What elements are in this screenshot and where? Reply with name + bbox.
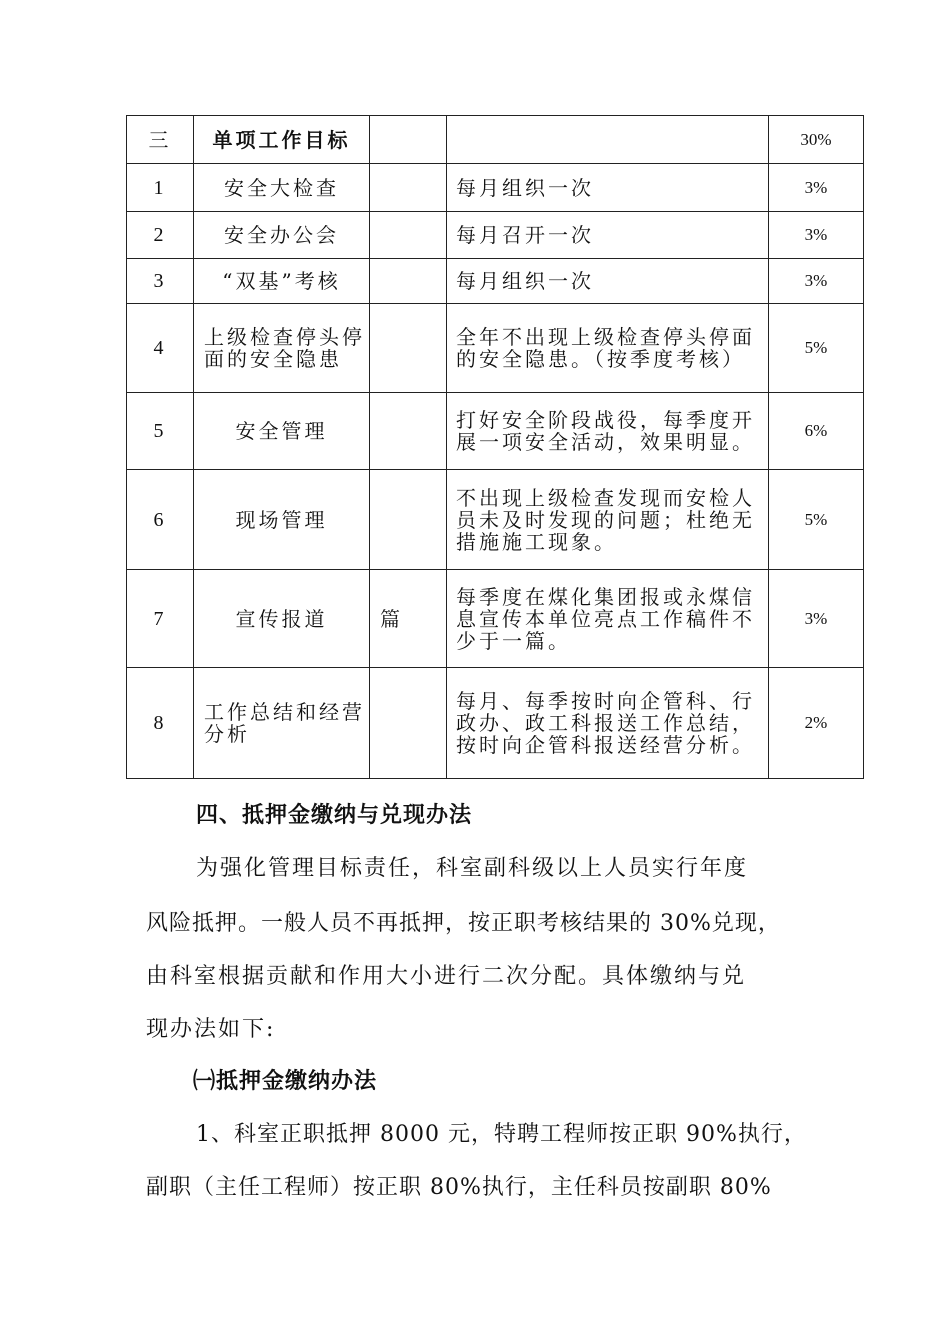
table-row [127,116,864,164]
row-standard: 全年不出现上级检查停头停面的安全隐患。（按季度考核） [447,304,769,393]
paragraph-line: 为强化管理目标责任，科室副科级以上人员实行年度 [196,856,749,881]
row-item: 现场管理 [194,470,370,570]
row-weight: 5% [769,304,864,393]
row-no: 4 [127,304,194,393]
section-heading: 四、抵押金缴纳与兑现办法 [196,802,473,828]
row-unit [370,259,447,304]
row-standard: 打好安全阶段战役，每季度开展一项安全活动，效果明显。 [447,393,769,470]
table-row [127,393,864,470]
row-weight: 2% [769,668,864,779]
row-item: 安全大检查 [194,164,370,212]
table-row [127,259,864,304]
row-item: 单项工作目标 [194,116,370,164]
row-standard: 每季度在煤化集团报或永煤信息宣传本单位亮点工作稿件不少于一篇。 [447,570,769,668]
row-no: 8 [127,668,194,779]
row-weight: 3% [769,570,864,668]
row-weight: 30% [769,116,864,164]
row-unit [370,393,447,470]
table-row [127,570,864,668]
row-no: 5 [127,393,194,470]
paragraph-line: 风险抵押。一般人员不再抵押，按正职考核结果的 30%兑现， [146,911,781,936]
row-weight: 3% [769,212,864,259]
row-standard: 每月、每季按时向企管科、行政办、政工科报送工作总结，按时向企管科报送经营分析。 [447,668,769,779]
row-weight: 5% [769,470,864,570]
sub-heading: ㈠抵押金缴纳办法 [193,1068,378,1094]
row-unit [370,304,447,393]
paragraph-line: 现办法如下: [146,1017,276,1042]
row-no: 1 [127,164,194,212]
row-no: 7 [127,570,194,668]
row-unit [370,164,447,212]
row-weight: 6% [769,393,864,470]
table-row [127,668,864,779]
row-item: 宣传报道 [194,570,370,668]
row-no: 2 [127,212,194,259]
row-unit [370,470,447,570]
row-standard: 每月组织一次 [447,164,769,212]
row-weight: 3% [769,164,864,212]
row-standard: 每月召开一次 [447,212,769,259]
row-unit [370,212,447,259]
table-row [127,470,864,570]
row-unit [370,668,447,779]
row-item: 安全办公会 [194,212,370,259]
row-item: 安全管理 [194,393,370,470]
row-no: 3 [127,259,194,304]
table-row [127,164,864,212]
row-item: “双基”考核 [194,259,370,304]
row-item: 上级检查停头停面的安全隐患 [194,304,370,393]
row-no: 6 [127,470,194,570]
work-goals-table [126,115,864,779]
paragraph-line: 由科室根据贡献和作用大小进行二次分配。具体缴纳与兑 [146,964,747,989]
paragraph-line: 1、科室正职抵押 8000 元，特聘工程师按正职 90%执行， [196,1122,807,1147]
row-unit: 篇 [370,570,447,668]
row-no: 三 [127,116,194,164]
row-unit [370,116,447,164]
table-row [127,304,864,393]
paragraph-line: 副职（主任工程师）按正职 80%执行，主任科员按副职 80% [146,1175,772,1200]
row-standard: 每月组织一次 [447,259,769,304]
row-standard: 不出现上级检查发现而安检人员未及时发现的问题；杜绝无措施施工现象。 [447,470,769,570]
row-item: 工作总结和经营分析 [194,668,370,779]
row-standard [447,116,769,164]
table-row [127,212,864,259]
row-weight: 3% [769,259,864,304]
